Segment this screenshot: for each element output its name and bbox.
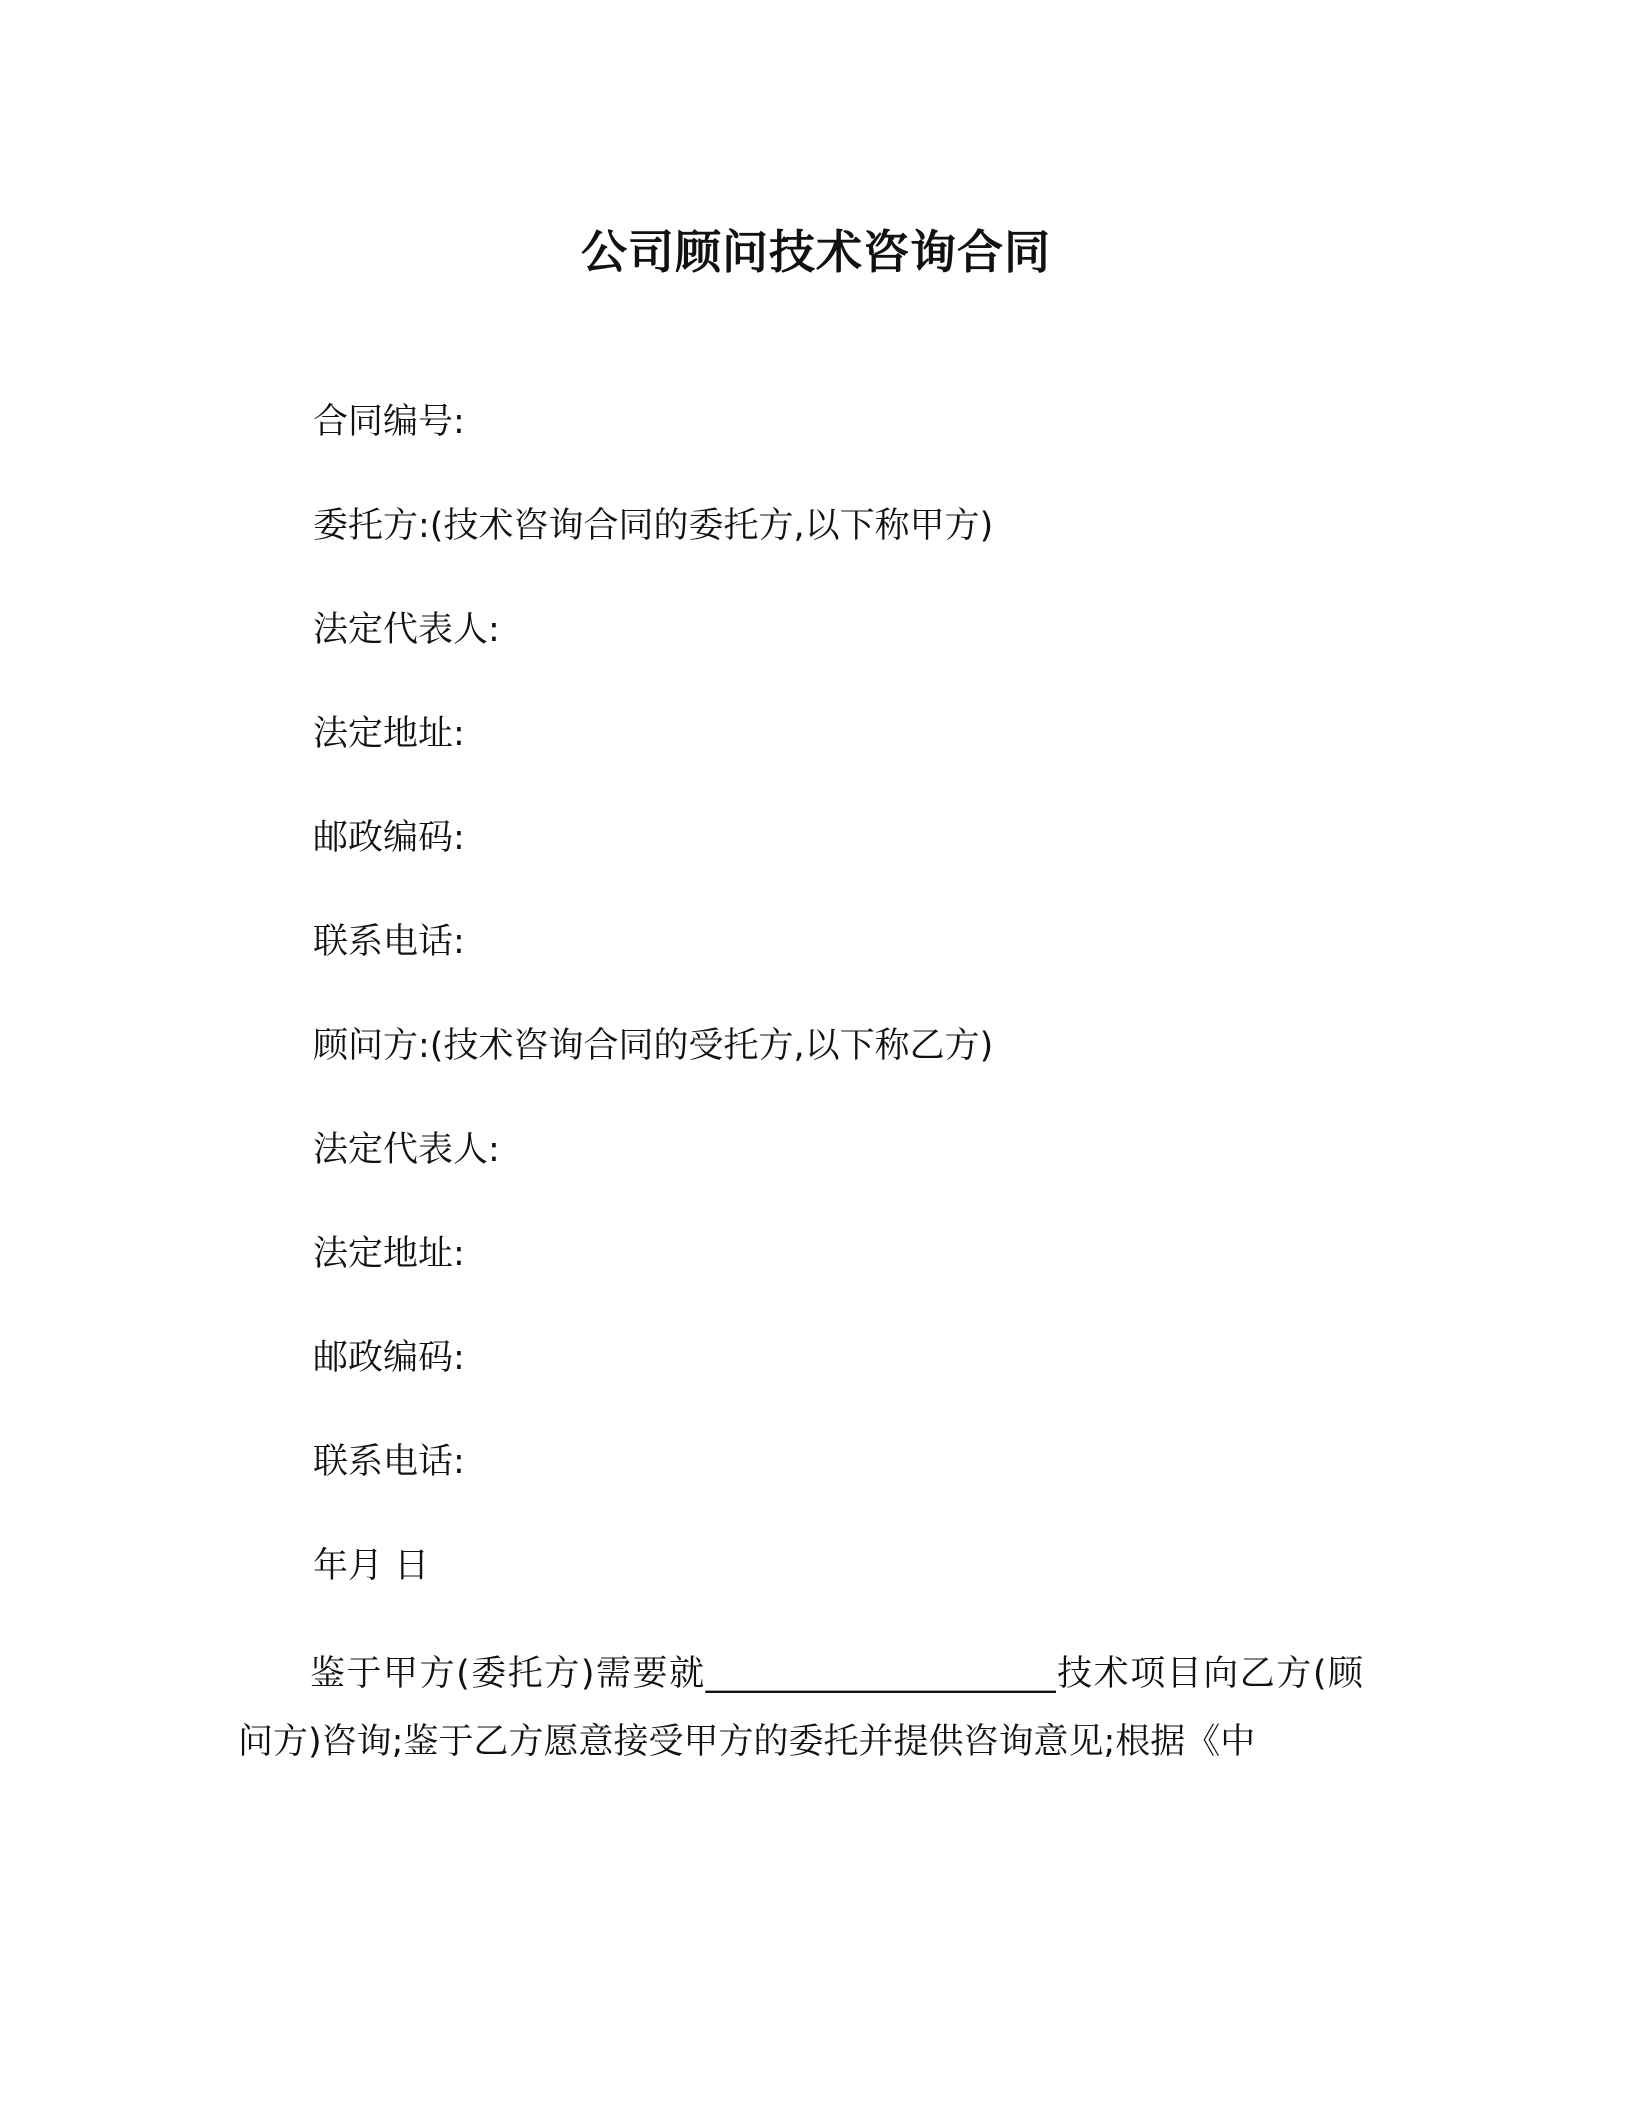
consultant-party-field: 顾问方:(技术咨询合同的受托方,以下称乙方): [313, 1026, 994, 1066]
document-title: 公司顾问技术咨询合同: [581, 225, 1051, 279]
contract-preamble-paragraph: 鉴于甲方(委托方)需要就____________________技术项目向乙方(顾问方)咨询;鉴于乙方愿意接受甲方的委托并提供咨询意见;根据《中: [238, 1654, 1363, 1762]
consultant-phone-field: 联系电话:: [313, 1442, 465, 1482]
date-field: 年月 日: [313, 1546, 430, 1586]
client-address-field: 法定地址:: [313, 714, 465, 754]
party-info-list: [313, 396, 1413, 1644]
consultant-address-field: 法定地址:: [313, 1234, 465, 1274]
client-postal-code-field: 邮政编码:: [313, 818, 465, 858]
client-phone-field: 联系电话:: [313, 922, 465, 962]
consultant-postal-code-field: 邮政编码:: [313, 1338, 465, 1378]
client-party-field: 委托方:(技术咨询合同的委托方,以下称甲方): [313, 506, 994, 546]
consultant-legal-rep-field: 法定代表人:: [313, 1130, 500, 1170]
client-legal-rep-field: 法定代表人:: [313, 610, 500, 650]
contract-number-field: 合同编号:: [313, 402, 465, 442]
